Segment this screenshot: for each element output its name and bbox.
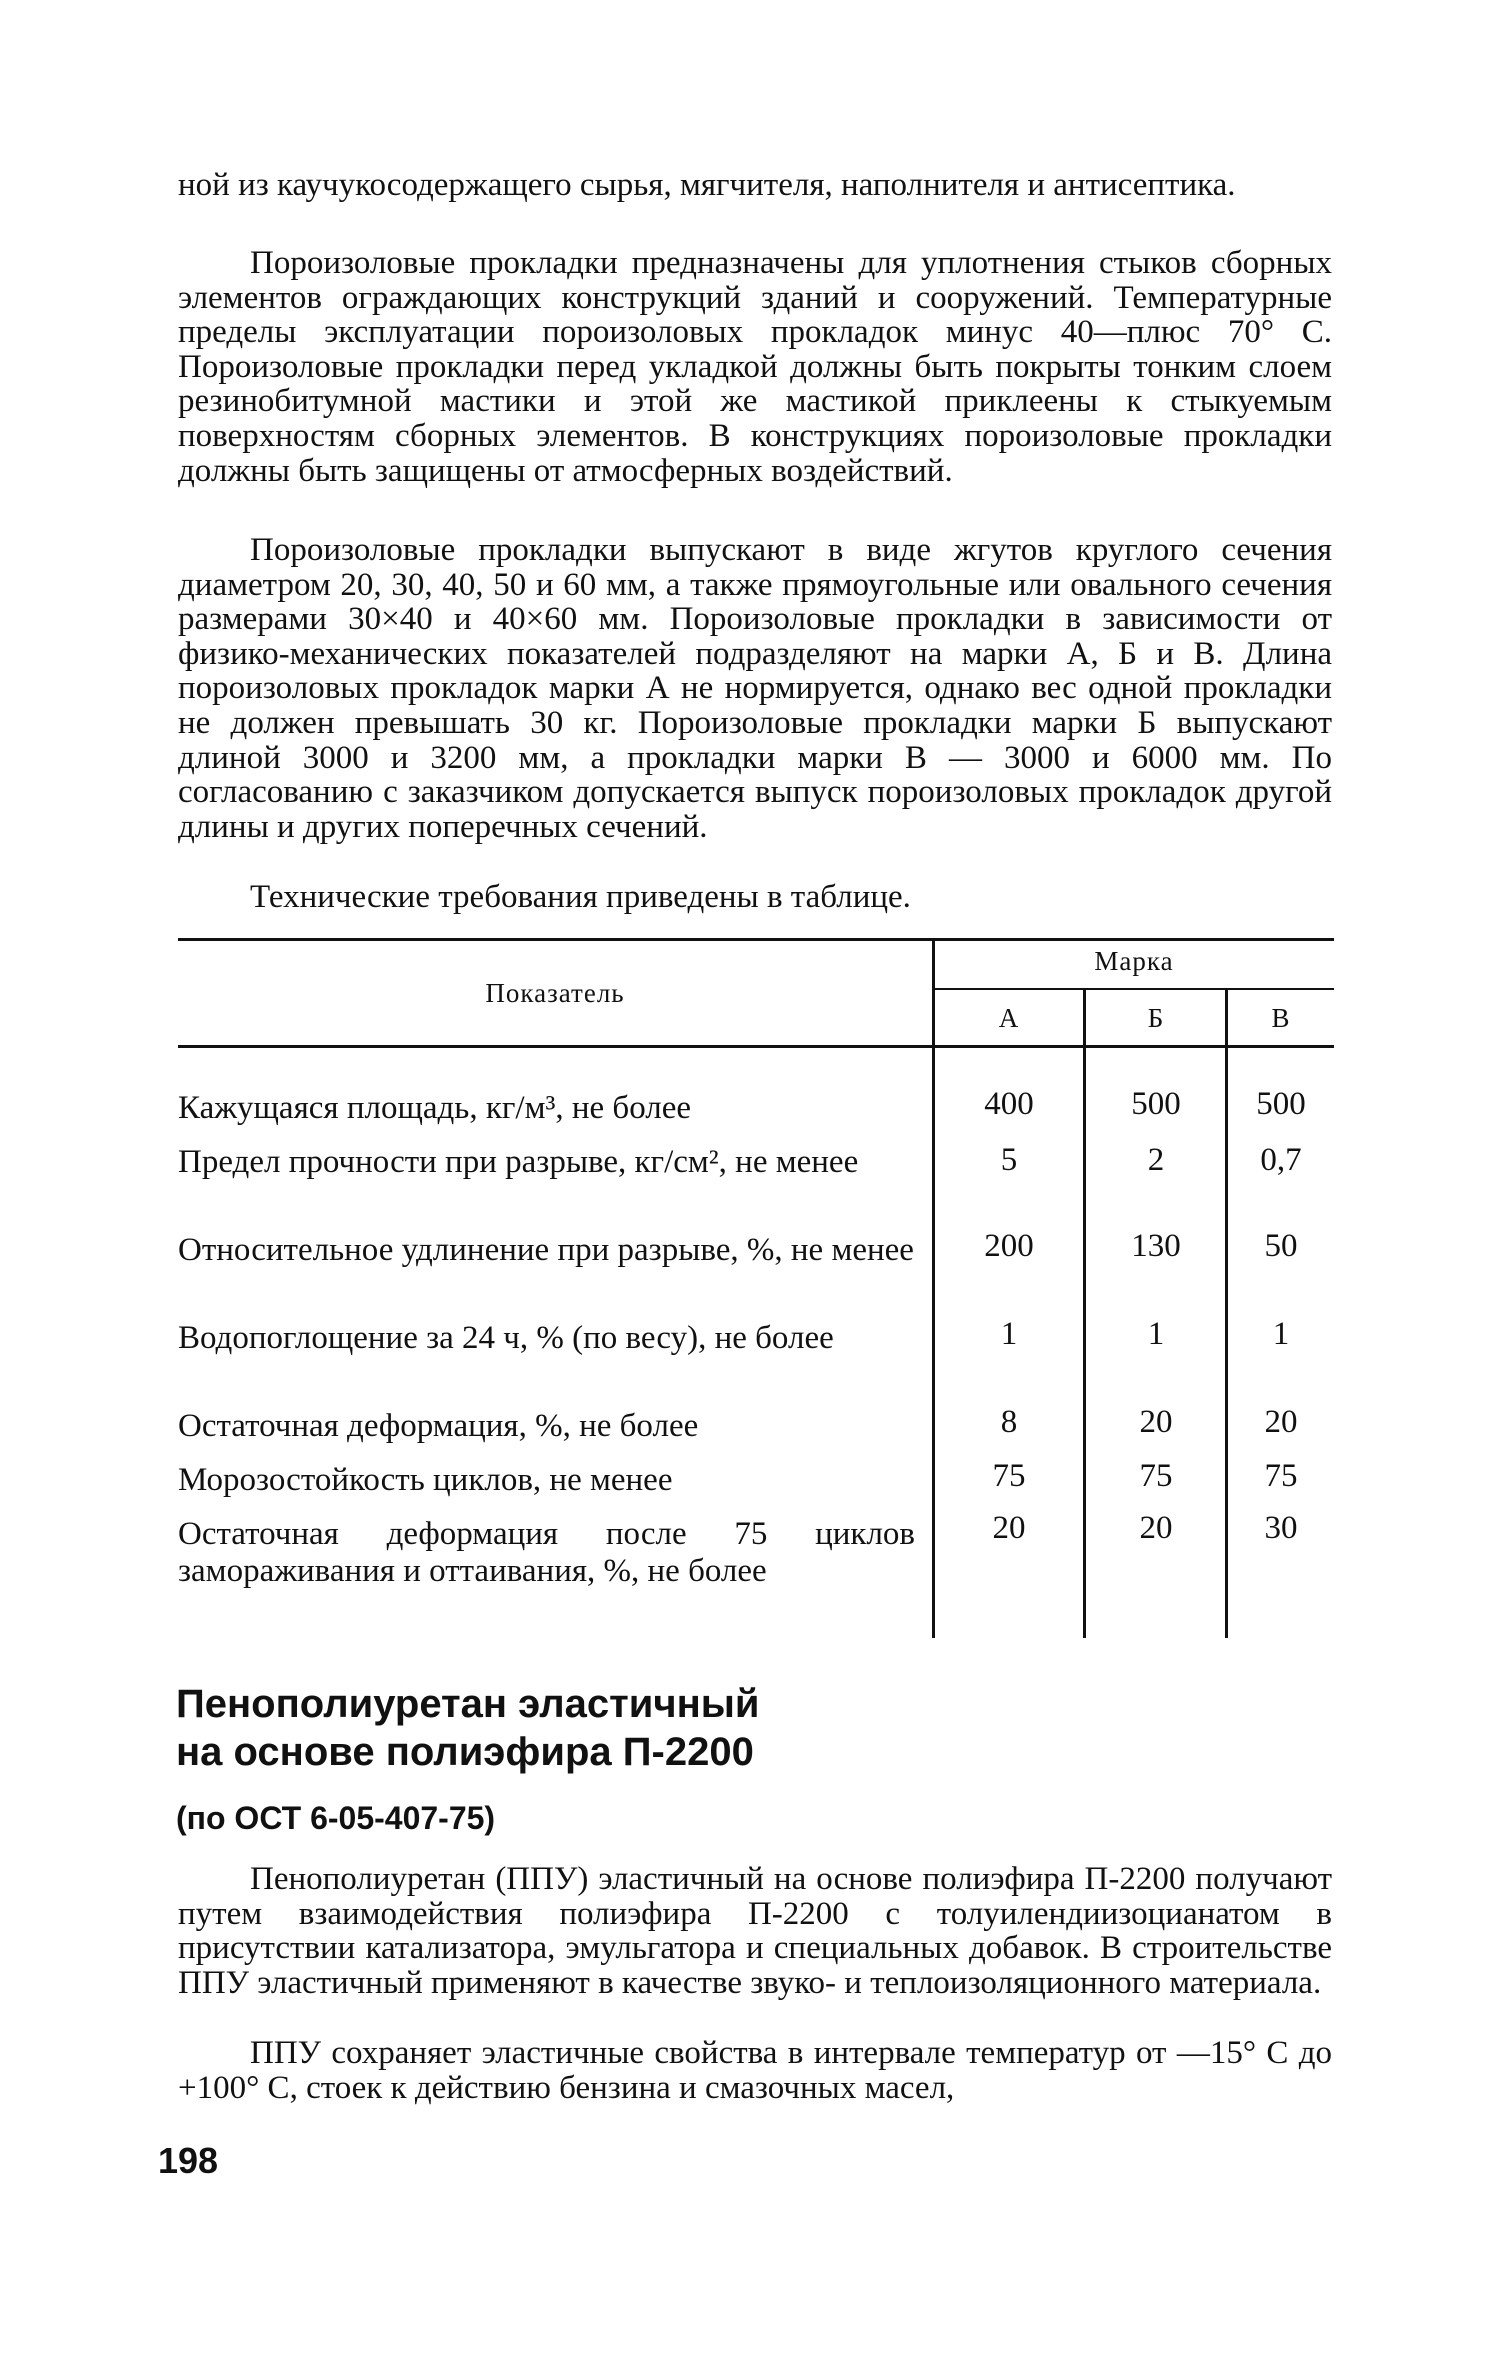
table-cell: 0,7: [1260, 1142, 1302, 1178]
paragraph-sizes: Пороизоловые прокладки выпускают в виде жгутов круглого сечения диаметром 20, 30, 40, 50 и 60 мм, а также прямоугольные или овального сечения размерами 30×40 и 40×60 мм. Пороизоловые прокладки в зависимости от физико-механических показателей подразделяют на марки А, Б и В. Длина пороизоловых прокладок марки А не нормируется, однако вес одной прокладки не должен превышать 30 кг. Пороизоловые прокладки марки Б выпускают длиной 3000 и 3200 мм, а прокладки марки В — 3000 и 6000 мм. По согласованию с заказчиком допускается выпуск пороизоловых прокладок другой длины и других поперечных сечений.: [178, 532, 1332, 845]
table-cell: 400: [984, 1086, 1034, 1122]
table-top-rule: [178, 938, 1334, 941]
page-number: 198: [158, 2140, 219, 2181]
table-row-label: Относительное удлинение при разрыве, %, не менее: [178, 1232, 914, 1268]
table-row-label: Морозостойкость циклов, не менее: [178, 1462, 673, 1498]
table-row-label: Остаточная деформация после 75 циклов замораживания и оттаивания, %, не более: [178, 1516, 915, 1589]
table-cell: 20: [1139, 1510, 1173, 1546]
table-group-rule: [934, 988, 1334, 990]
table-row-label: Остаточная деформация, %, не более: [178, 1408, 699, 1444]
table-cell: 50: [1264, 1228, 1298, 1264]
table-cell: 500: [1256, 1086, 1306, 1122]
table-cell: 200: [984, 1228, 1034, 1264]
section-standard: (по ОСТ 6-05-407-75): [176, 1800, 496, 1836]
table-cell: 2: [1147, 1142, 1165, 1178]
table-row-label: Предел прочности при разрыве, кг/см², не менее: [178, 1144, 859, 1180]
table-cell: 1: [1272, 1316, 1290, 1352]
table-cell: 1: [1147, 1316, 1165, 1352]
table-row-label: Водопоглощение за 24 ч, % (по весу), не более: [178, 1320, 834, 1356]
paragraph-ppu-production: Пенополиуретан (ППУ) эластичный на основе полиэфира П-2200 получают путем взаимодействия полиэфира П-2200 с толуилендиизоцианатом в присутствии катализатора, эмульгатора и специальных добавок. В строительстве ППУ эластичный применяют в качестве звуко- и теплоизоляционного материала.: [178, 1861, 1332, 2001]
paragraph-ppu-properties: ППУ сохраняет эластичные свойства в интервале температур от —15° С до +100° С, стоек к действию бензина и смазочных масел,: [178, 2035, 1332, 2106]
table-cell: 75: [1264, 1458, 1298, 1494]
table-cell: 20: [1264, 1404, 1298, 1440]
header-grade: Марка: [1094, 946, 1174, 976]
paragraph-intro: ной из каучукосодержащего сырья, мягчителя, наполнителя и антисептика.: [178, 167, 1236, 203]
table-cell: 130: [1131, 1228, 1181, 1264]
section-title-line-2: на основе полиэфира П-2200: [176, 1730, 754, 1774]
table-cell: 1: [1000, 1316, 1018, 1352]
header-col-b: Б: [1147, 1003, 1165, 1033]
table-cell: 5: [1000, 1142, 1018, 1178]
table-cell: 75: [1139, 1458, 1173, 1494]
header-indicator: Показатель: [485, 978, 625, 1008]
section-title-line-1: Пенополиуретан эластичный: [176, 1682, 760, 1726]
table-cell: 20: [1139, 1404, 1173, 1440]
table-cell: 500: [1131, 1086, 1181, 1122]
table-row-label: Кажущаяся площадь, кг/м³, не более: [178, 1090, 692, 1126]
header-col-a: А: [998, 1003, 1020, 1033]
table-cell: 30: [1264, 1510, 1298, 1546]
paragraph-table-ref: Технические требования приведены в таблице.: [250, 879, 911, 915]
table-cell: 75: [992, 1458, 1026, 1494]
table-cell: 20: [992, 1510, 1026, 1546]
header-col-v: В: [1271, 1003, 1291, 1033]
table-cell: 8: [1000, 1404, 1018, 1440]
table-header-rule: [178, 1045, 1334, 1048]
paragraph-purpose: Пороизоловые прокладки предназначены для уплотнения стыков сборных элементов ограждающих конструкций зданий и сооружений. Температурные пределы эксплуатации пороизоловых прокладок минус 40—плюс 70° С. Пороизоловые прокладки перед укладкой должны быть покрыты тонким слоем резинобитумной мастики и этой же мастикой приклеены к стыкуемым поверхностям сборных элементов. В конструкциях пороизоловые прокладки должны быть защищены от атмосферных воздействий.: [178, 245, 1332, 489]
